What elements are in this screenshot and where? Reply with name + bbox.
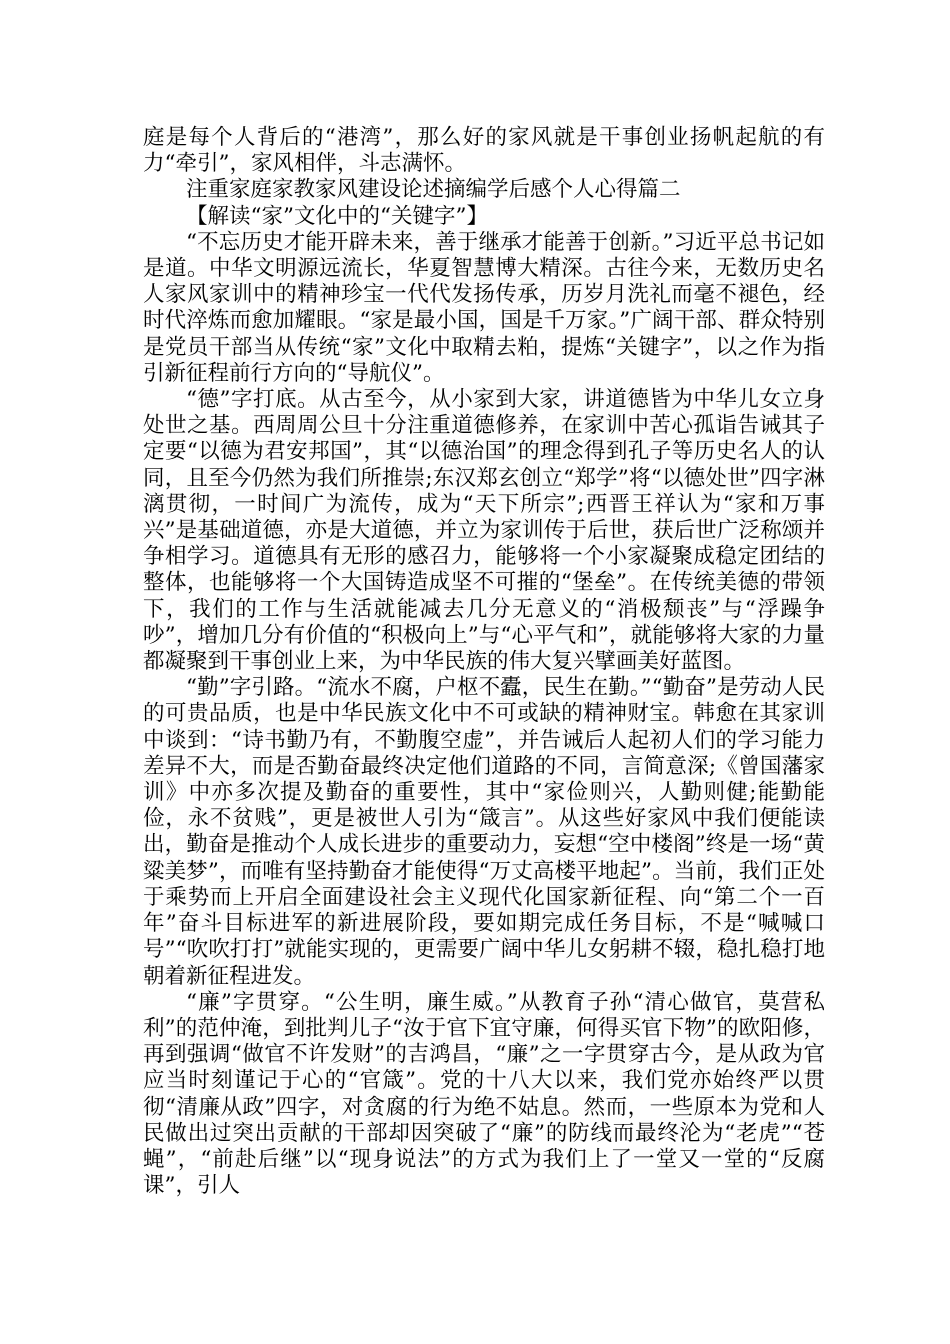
section-title: 注重家庭家教家风建设论述摘编学后感个人心得篇二 <box>186 177 681 203</box>
paragraph-qin: “勤”字引路。“流水不腐，户枢不蠹，民生在勤。”“勤奋”是劳动人民的可贵品质，也是中华民族文化中不可或缺的精神财宝。韩愈在其家训中谈到：“诗书勤乃有，不勤腹空虚”，并告诫后人起初人们的学习能力差异不大，而是否勤奋最终决定他们道路的不同，言简意深;《曾国藩家训》中亦多次提及勤奋的重要性，其中“家俭则兴，人勤则健;能勤能俭，永不贫贱”，更是被世人引为“箴言”。从这些好家风中我们便能读出，勤奋是推动个人成长进步的重要动力，妄想“空中楼阁”终是一场“黄粱美梦”，而唯有坚持勤奋才能使得“万丈高楼平地起”。当前，我们正处于乘势而上开启全面建设社会主义现代化国家新征程、向“第二个一百年”奋斗目标进军的新进展阶段，要如期完成任务目标，不是“喊喊口号”“吹吹打打”就能实现的，更需要广阔中华儿女躬耕不辍，稳扎稳打地朝着新征程进发。 <box>143 675 825 989</box>
paragraph-de: “德”字打底。从古至今，从小家到大家，讲道德皆为中华儿女立身处世之基。西周周公旦十分注重道德修养，在家训中苦心孤诣告诫其子定要“以德为君安邦国”，其“以德治国”的理念得到孔子等历史名人的认同，且至今仍然为我们所推崇;东汉郑玄创立“郑学”将“以德处世”四字淋漓贯彻，一时间广为流传，成为“天下所宗”;西晋王祥认为“家和万事兴”是基础道德，亦是大道德，并立为家训传于后世，获后世广泛称颂并争相学习。道德具有无形的感召力，能够将一个小家凝聚成稳定团结的整体，也能够将一个大国铸造成坚不可摧的“堡垒”。在传统美德的带领下，我们的工作与生活就能减去几分无意义的“消极颓丧”与“浮躁争吵”，增加几分有价值的“积极向上”与“心平气和”，就能够将大家的力量都凝聚到干事创业上来，为中华民族的伟大复兴擘画美好蓝图。 <box>143 387 825 675</box>
paragraph-continuation: 庭是每个人背后的“港湾”，那么好的家风就是干事创业扬帆起航的有力“牵引”，家风相伴，斗志满怀。 <box>143 125 825 177</box>
document-body <box>143 125 825 1199</box>
section-subtitle: 【解读“家”文化中的“关键字”】 <box>186 203 488 229</box>
paragraph-intro: “不忘历史才能开辟未来，善于继承才能善于创新。”习近平总书记如是道。中华文明源远流长，华夏智慧博大精深。古往今来，无数历史名人家风家训中的精神珍宝一代代发扬传承，历岁月洗礼而毫不褪色，经时代淬炼而愈加耀眼。“家是最小国，国是千万家。”广阔干部、群众特别是党员干部当从传统“家”文化中取精去粕，提炼“关键字”，以之作为指引新征程前行方向的“导航仪”。 <box>143 229 825 386</box>
paragraph-lian: “廉”字贯穿。“公生明，廉生威。”从教育子孙“清心做官，莫营私利”的范仲淹，到批判儿子“汝于官下宜守廉，何得买官下物”的欧阳修，再到强调“做官不许发财”的吉鸿昌，“廉”之一字贯穿古今，是从政为官应当时刻谨记于心的“官箴”。党的十八大以来，我们党亦始终严以贯彻“清廉从政”四字，对贪腐的行为绝不姑息。然而，一些原本为党和人民做出过突出贡献的干部却因突破了“廉”的防线而最终沦为“老虎”“苍蝇”，“前赴后继”以“现身说法”的方式为我们上了一堂又一堂的“反腐课”，引人 <box>143 989 825 1199</box>
